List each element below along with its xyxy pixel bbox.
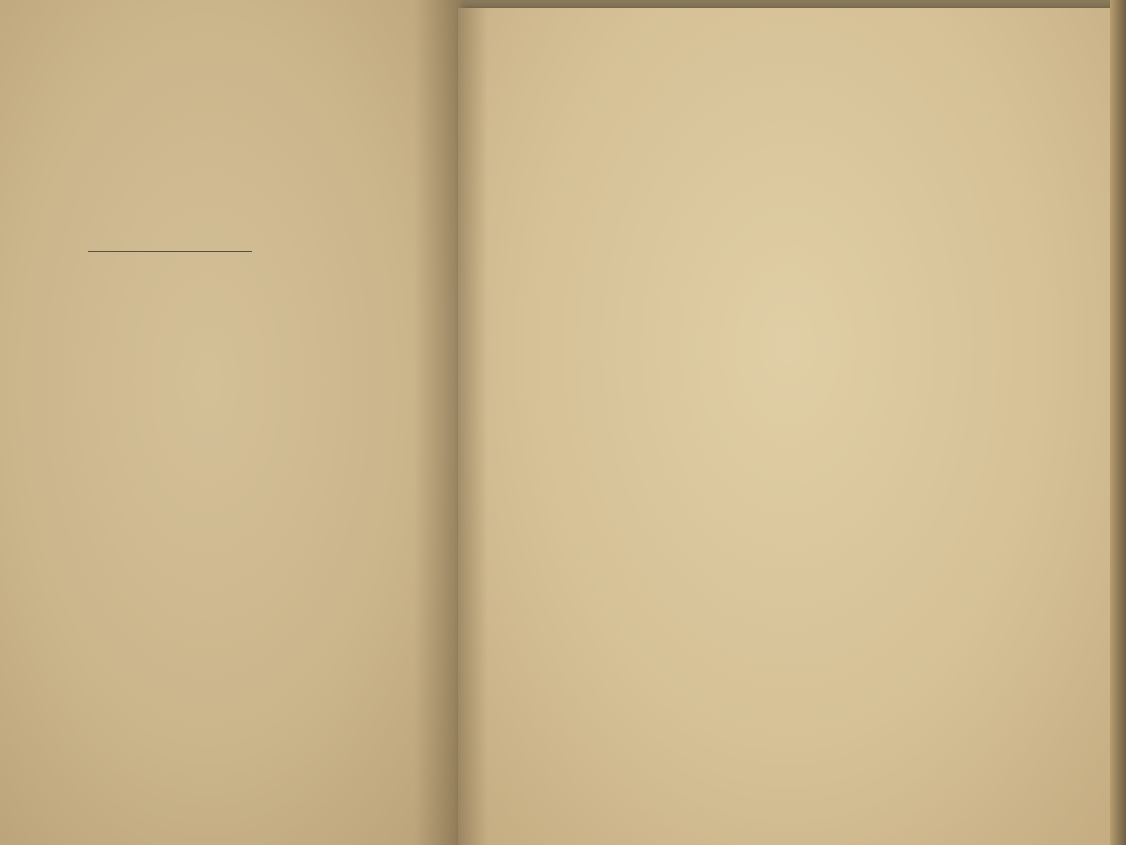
left-page [0,0,462,845]
imprint-divider [88,251,252,252]
printer-imprint [84,248,256,256]
right-page [458,8,1118,845]
back-page-edge [1110,0,1126,845]
table-of-contents [498,94,1098,118]
